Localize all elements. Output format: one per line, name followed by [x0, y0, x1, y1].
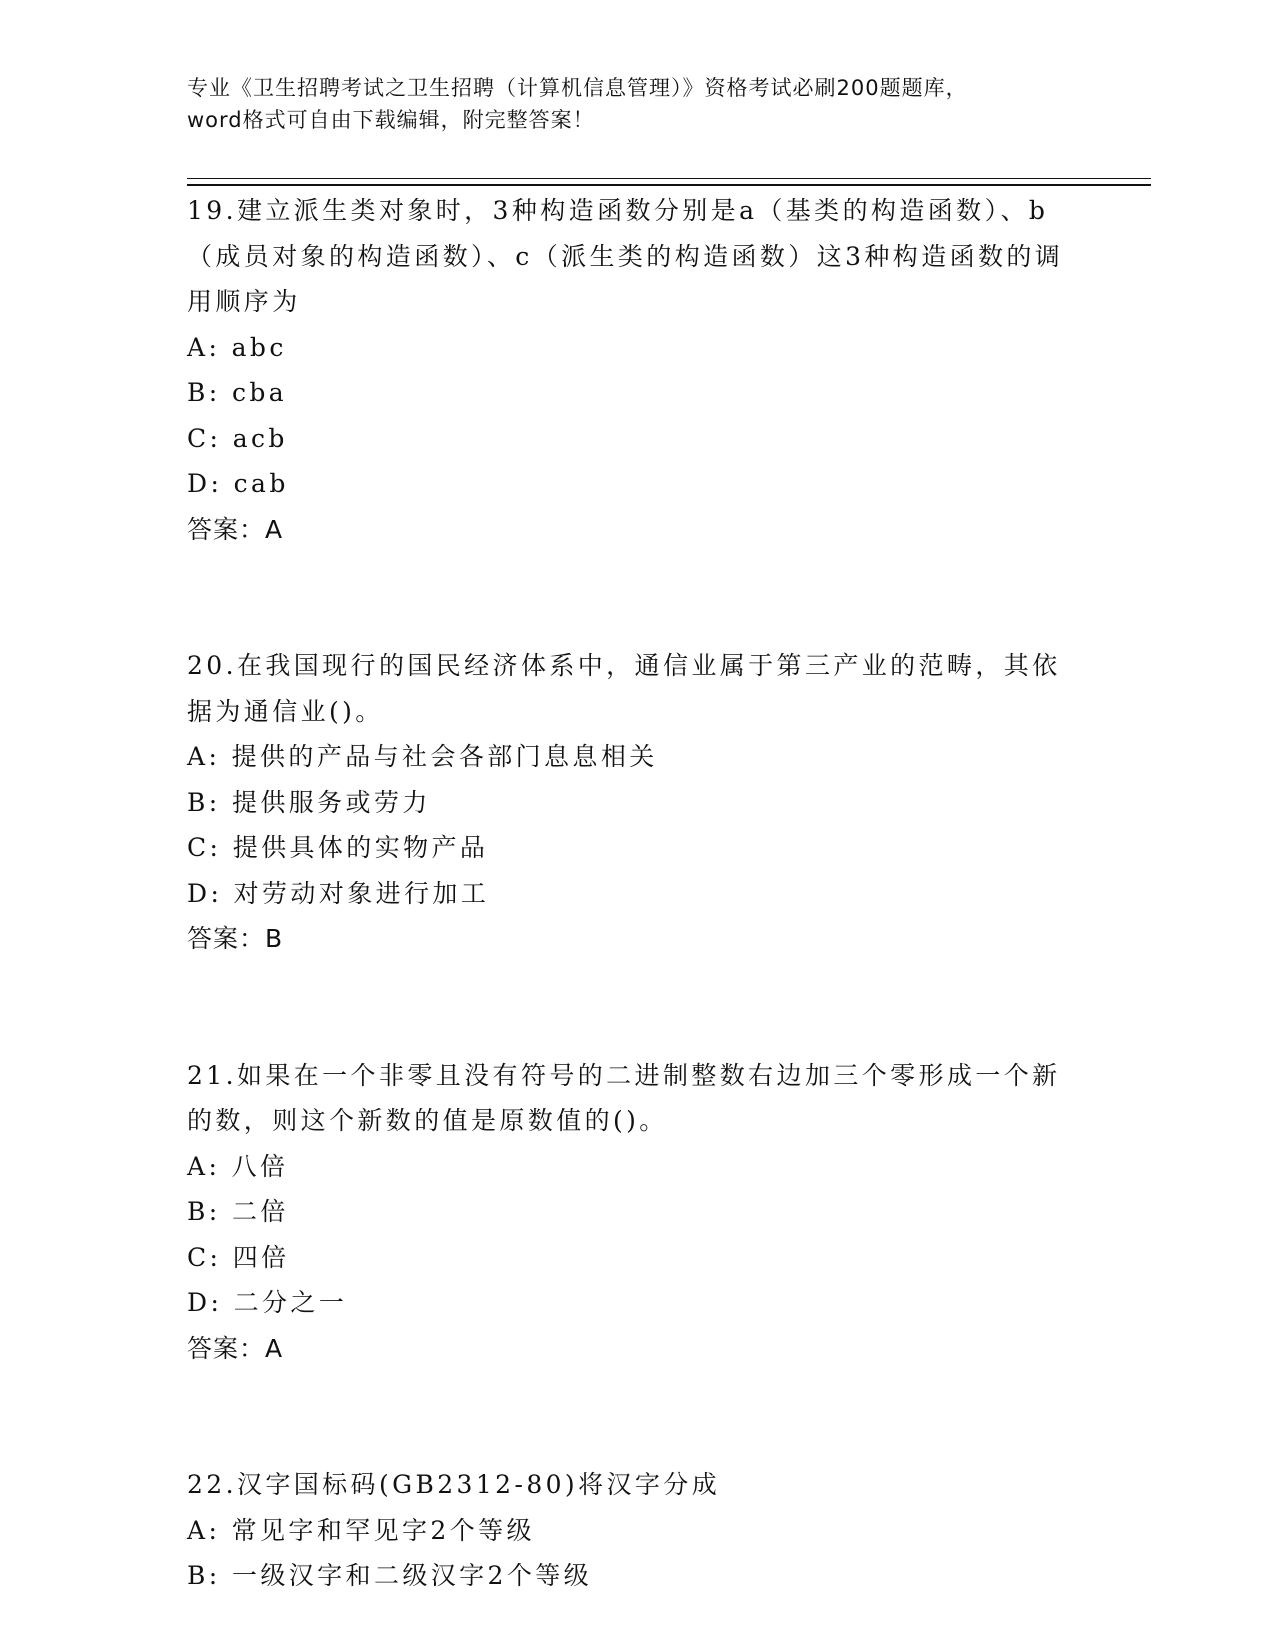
option-b: B: 一级汉字和二级汉字2个等级: [187, 1561, 593, 1590]
option-d: D: cab: [187, 469, 289, 498]
answer-label: 答案：B: [187, 924, 284, 953]
option-a: A: 提供的产品与社会各部门息息相关: [187, 742, 658, 771]
option-b: B: cba: [187, 378, 288, 407]
question-22: [187, 1462, 1087, 1599]
question-stem: 20.在我国现行的国民经济体系中，通信业属于第三产业的范畴，其依据为通信业()。: [187, 651, 1061, 726]
question-list: [187, 188, 1087, 1599]
header-divider-thin: [187, 178, 1151, 179]
option-b: B: 提供服务或劳力: [187, 787, 431, 817]
option-d: D: 对劳动对象进行加工: [187, 878, 490, 908]
question-spacer: [187, 962, 1087, 1053]
option-b: B: 二倍: [187, 1197, 289, 1226]
option-a: A: 八倍: [187, 1151, 289, 1181]
question-21: [187, 1053, 1087, 1372]
option-a: A: 常见字和罕见字2个等级: [187, 1515, 535, 1545]
question-stem: 19.建立派生类对象时，3种构造函数分别是a（基类的构造函数）、b（成员对象的构造函数）、c（派生类的构造函数）这3种构造函数的调用顺序为: [187, 196, 1064, 316]
option-c: C: 提供具体的实物产品: [187, 833, 489, 862]
question-spacer: [187, 1371, 1087, 1462]
option-a: A: abc: [187, 332, 287, 362]
question-stem: 21.如果在一个非零且没有符号的二进制整数右边加三个零形成一个新的数，则这个新数的值是原数值的()。: [187, 1060, 1061, 1135]
header-title-line-1: 专业《卫生招聘考试之卫生招聘（计算机信息管理）》资格考试必刷200题题库，: [187, 76, 968, 100]
question-spacer: [187, 552, 1087, 643]
question-19: [187, 188, 1087, 552]
option-d: D: 二分之一: [187, 1288, 348, 1317]
option-c: C: acb: [187, 423, 288, 453]
question-20: [187, 643, 1087, 962]
answer-label: 答案：A: [187, 1333, 284, 1363]
question-stem: 22.汉字国标码(GB2312-80)将汉字分成: [187, 1470, 721, 1499]
answer-label: 答案：A: [187, 514, 284, 544]
header-divider-thick: [187, 184, 1151, 186]
option-c: C: 四倍: [187, 1242, 290, 1272]
header-title-line-2: word格式可自由下载编辑，附完整答案！: [187, 108, 595, 132]
document-header: [187, 72, 1087, 136]
